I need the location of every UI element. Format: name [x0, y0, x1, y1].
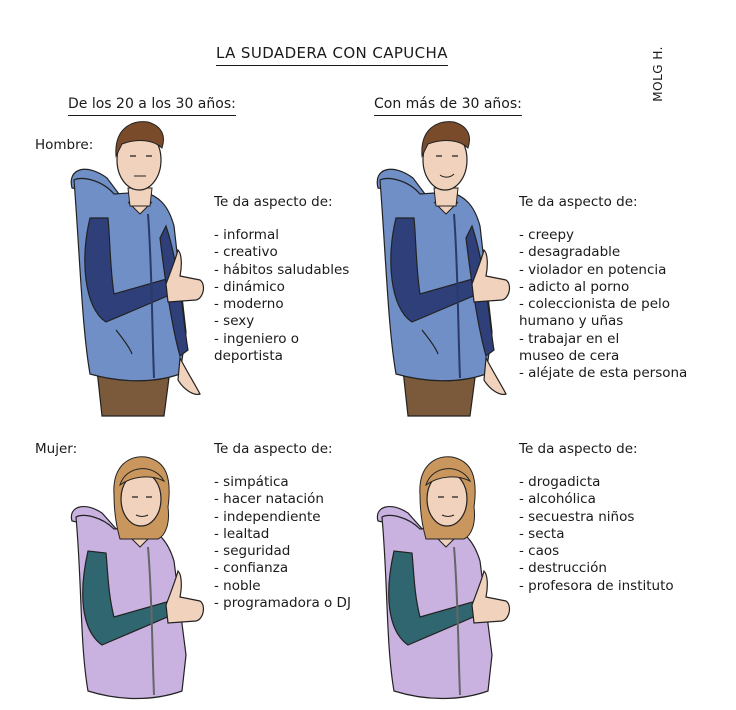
trait-item: - adicto al porno: [519, 278, 630, 295]
man-figure: [71, 122, 203, 416]
trait-list: [519, 227, 687, 383]
woman-young-illustration: [62, 455, 212, 705]
trait-item: - noble: [214, 577, 261, 594]
trait-item: - caos: [519, 543, 560, 560]
woman-older-illustration: [368, 455, 518, 705]
trait-item: - coleccionista de pelo: [519, 296, 671, 313]
trait-item: - moderno: [214, 296, 284, 313]
trait-list: [214, 227, 349, 365]
caption: Te da aspecto de:: [519, 441, 638, 457]
trait-item: - secuestra niños: [519, 508, 635, 525]
trait-item: - destrucción: [519, 560, 607, 577]
trait-item: - drogadicta: [519, 474, 601, 490]
trait-item: - lealtad: [214, 525, 270, 542]
column-header-young: De los 20 a los 30 años:: [68, 96, 236, 116]
column-header-older: Con más de 30 años:: [374, 96, 522, 116]
trait-item: humano y uñas: [519, 313, 624, 330]
man-young-illustration: [62, 118, 212, 418]
caption: Te da aspecto de:: [519, 194, 638, 210]
trait-item: - seguridad: [214, 543, 291, 560]
woman-figure: [377, 457, 509, 699]
trait-item: - ingeniero o: [214, 330, 300, 347]
trait-item: - hacer natación: [214, 491, 324, 508]
trait-item: - trabajar en el: [519, 330, 620, 347]
trait-item: deportista: [214, 348, 283, 365]
trait-item: - profesora de instituto: [519, 577, 674, 594]
trait-list: [519, 474, 674, 595]
man-young-text: [214, 194, 349, 365]
caption: Te da aspecto de:: [214, 194, 333, 210]
man-older-illustration: [368, 118, 518, 418]
trait-item: - alcohólica: [519, 491, 596, 508]
woman-figure: [71, 457, 203, 699]
trait-list: [214, 474, 351, 612]
man-figure: [377, 122, 509, 416]
trait-item: - hábitos saludables: [214, 261, 350, 278]
trait-item: - aléjate de esta persona: [519, 365, 688, 382]
row-label-woman: Mujer:: [35, 441, 78, 457]
trait-item: museo de cera: [519, 348, 620, 365]
caption: Te da aspecto de:: [214, 441, 333, 457]
woman-young-text: [214, 441, 351, 612]
trait-item: - creepy: [519, 227, 575, 243]
trait-item: - informal: [214, 227, 279, 243]
trait-item: - simpática: [214, 474, 289, 490]
trait-item: - programadora o DJ: [214, 595, 351, 612]
row-label-man: Hombre:: [35, 137, 94, 153]
trait-item: - secta: [519, 525, 565, 542]
trait-item: - independiente: [214, 508, 321, 525]
artist-signature: MOLG H.: [651, 46, 665, 102]
man-older-text: [519, 194, 687, 383]
trait-item: - sexy: [214, 313, 255, 330]
trait-item: - desagradable: [519, 244, 621, 261]
trait-item: - confianza: [214, 560, 289, 577]
page-title: LA SUDADERA CON CAPUCHA: [216, 44, 448, 66]
trait-item: - violador en potencia: [519, 261, 667, 278]
woman-older-text: [519, 441, 674, 595]
trait-item: - creativo: [214, 244, 278, 261]
trait-item: - dinámico: [214, 278, 285, 295]
